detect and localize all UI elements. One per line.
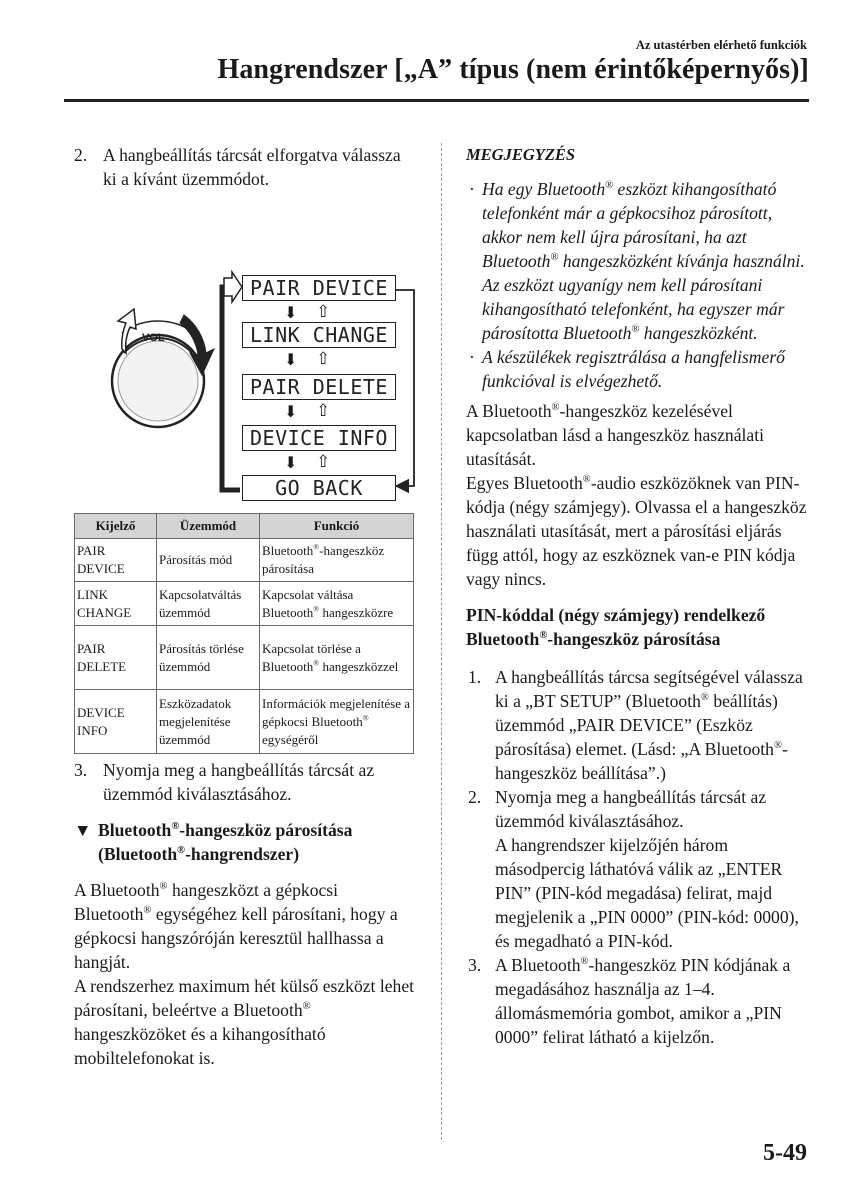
step-text: Nyomja meg a hangbeállítás tárcsát az üzemmód kiválasztásához. [495, 787, 767, 831]
note-text: hangeszközként. [639, 323, 758, 343]
cell-display: PAIR DEVICE [75, 539, 157, 582]
note-item [466, 177, 810, 345]
table-row [75, 582, 414, 626]
heading-text: -hangrendszer) [185, 844, 300, 864]
registered-mark: ® [302, 1001, 311, 1013]
subheading-text: -hangeszköz párosítása [547, 629, 721, 649]
step-1 [466, 665, 810, 785]
step-number: 2. [74, 145, 88, 165]
header-function: Funkció [260, 514, 414, 539]
scroll-arrows [284, 401, 354, 422]
registered-mark: ® [551, 402, 560, 414]
cell-display: PAIR DELETE [75, 626, 157, 690]
step-number: 1. [468, 667, 482, 687]
lcd-pair-device: PAIR DEVICE [242, 275, 396, 301]
scroll-arrows [284, 349, 354, 370]
page-title: Hangrendszer [„A” típus (nem érintőképernyős)] [217, 54, 809, 85]
down-arrow-icon: ⬇ [284, 305, 298, 322]
registered-mark: ® [605, 180, 614, 192]
paragraph [74, 878, 416, 974]
table-row [75, 539, 414, 582]
function-table [74, 513, 414, 754]
step-text: Nyomja meg a hangbeállítás tárcsát az üzemmód kiválasztásához. [103, 760, 375, 804]
lcd-link-change: LINK CHANGE [242, 322, 396, 348]
step-3 [466, 953, 810, 1049]
subheading [466, 603, 810, 651]
paragraph-text: hangeszközt a gépkocsi Bluetooth [74, 880, 339, 924]
paragraph-text: A rendszerhez maximum hét külső eszközt lehet párosítani, beleértve a Bluetooth [74, 976, 415, 1020]
registered-mark: ® [700, 692, 709, 704]
cell-function [260, 582, 414, 626]
subheading-text: PIN-kóddal (négy számjegy) rendelkező Bluetooth [466, 605, 766, 649]
up-arrow-icon: ⇧ [316, 349, 331, 368]
header-mode: Üzemmód [157, 514, 260, 539]
table-row [75, 690, 414, 754]
paragraph-text: hangeszközöket és a kihangosítható mobiltelefonokat is. [74, 1024, 326, 1068]
left-column [74, 143, 416, 1070]
registered-mark: ® [177, 845, 186, 857]
paragraph [466, 399, 810, 471]
note-text: A készülékek regisztrálása a hangfelismerő funkcióval is elvégezhető. [482, 347, 785, 391]
note-text: Ha egy Bluetooth [482, 179, 606, 199]
function-text: Kapcsolat váltása Bluetooth [262, 586, 354, 620]
header-display: Kijelző [75, 514, 157, 539]
vol-label: VOL [142, 332, 165, 344]
step-text: -hangeszköz PIN kódjának a megadásához használja az 1–4. állomásmemória gombot, amikor a „PIN 0000” felirat látható a kijelzőn. [495, 955, 791, 1047]
registered-mark: ® [773, 740, 782, 752]
lcd-go-back: GO BACK [242, 475, 396, 501]
mode-selection-figure [74, 203, 416, 503]
step-2 [74, 143, 416, 191]
cell-mode: Eszközadatok megjelenítése üzemmód [157, 690, 260, 754]
registered-mark: ® [631, 324, 640, 336]
page-number: 5-49 [763, 1140, 807, 1166]
cell-function [260, 539, 414, 582]
cell-function [260, 690, 414, 754]
step-2 [466, 785, 810, 953]
down-arrow-icon: ⬇ [284, 404, 298, 421]
step-text: A Bluetooth [495, 955, 581, 975]
loop-top-arrow-icon [224, 272, 242, 302]
registered-mark: ® [550, 252, 559, 264]
cell-mode: Kapcsolatváltás üzemmód [157, 582, 260, 626]
cell-mode: Párosítás törlése üzemmód [157, 626, 260, 690]
step-text: -hangeszköz beállítása”.) [495, 739, 788, 783]
registered-mark: ® [159, 881, 168, 893]
cell-display: LINK CHANGE [75, 582, 157, 626]
paragraph [466, 471, 810, 591]
step-text: beállítás) üzemmód „PAIR DEVICE” (Eszköz párosítása) elemet. (Lásd: „A Bluetooth [495, 691, 778, 759]
registered-mark: ® [362, 713, 369, 723]
column-divider [441, 143, 442, 1140]
cell-mode: Párosítás mód [157, 539, 260, 582]
header-section: Az utastérben elérhető funkciók [635, 38, 807, 52]
step-text: A hangbeállítás tárcsa segítségével válassza ki a „BT SETUP” (Bluetooth [495, 667, 803, 711]
loop-left-line [222, 287, 240, 490]
registered-mark: ® [143, 905, 152, 917]
triangle-bullet-icon: ▼ [74, 820, 92, 840]
paragraph-text: -audio eszközöknek van PIN-kódja (négy számjegy). Olvassa el a hangeszköz használati utasítását, mert a párosítási eljárás függ attól, hogy az eszköznek van-e PIN kódja vagy nincs. [466, 473, 807, 589]
registered-mark: ® [313, 604, 320, 614]
paragraph-text: Egyes Bluetooth [466, 473, 583, 493]
note-item [466, 345, 810, 393]
registered-mark: ® [582, 474, 591, 486]
paragraph [74, 974, 416, 1070]
paragraph-text: A Bluetooth [74, 880, 160, 900]
lcd-pair-delete: PAIR DELETE [242, 374, 396, 400]
function-text: egységéről [262, 731, 319, 747]
note-text: hangeszközként kívánja használni. Az eszközt ugyanígy nem kell párosítani kihangosítható telefonként, ha egyszer már párosította Bluetooth [482, 251, 805, 343]
registered-mark: ® [313, 542, 320, 552]
function-text: Kapcsolat törlése a Bluetooth [262, 640, 361, 674]
step-text: A hangrendszer kijelzőjén három másodpercig láthatóvá válik az „ENTER PIN” (PIN-kód megadása) felirat, majd megjelenik a „PIN 0000” (PIN-kód: 0000), és megadható a PIN-kód. [495, 835, 799, 951]
bullet: · [469, 347, 475, 367]
note-title: MEGJEGYZÉS [466, 145, 576, 164]
step-number: 3. [74, 760, 88, 780]
registered-mark: ® [313, 658, 320, 668]
note-text: eszközt kihangosítható telefonként már a gépkocsihoz párosított, akkor nem kell újra párosítani, ha azt Bluetooth [482, 179, 777, 271]
function-text: Információk megjelenítése a gépkocsi Bluetooth [262, 695, 410, 729]
bullet: · [469, 179, 475, 199]
cell-display: DEVICE INFO [75, 690, 157, 754]
paragraph-text: A Bluetooth [466, 401, 552, 421]
down-arrow-icon: ⬇ [284, 455, 298, 472]
up-arrow-icon: ⇧ [316, 302, 331, 321]
section-heading [74, 818, 416, 866]
heading-text: -hangeszköz párosítása (Bluetooth [98, 820, 353, 864]
paragraph-text: egységéhez kell párosítani, hogy a gépkocsi hangszóróján keresztül hallhassa a hangját. [74, 904, 398, 972]
right-column [466, 143, 810, 1049]
step-number: 3. [468, 955, 482, 975]
up-arrow-icon: ⇧ [316, 401, 331, 420]
vol-knob-figure [74, 203, 416, 503]
cell-function [260, 626, 414, 690]
heading-text: Bluetooth [98, 820, 172, 840]
step-number: 2. [468, 787, 482, 807]
header-rule [64, 99, 809, 102]
registered-mark: ® [580, 956, 589, 968]
up-arrow-icon: ⇧ [316, 452, 331, 471]
function-text: hangeszközzel [319, 658, 399, 674]
down-arrow-icon: ⬇ [284, 352, 298, 369]
paragraph-text: -hangeszköz kezelésével kapcsolatban lásd a hangeszköz használati utasítását. [466, 401, 764, 469]
step-3 [74, 758, 416, 806]
function-text: Bluetooth [262, 543, 314, 558]
scroll-arrows [284, 452, 354, 473]
registered-mark: ® [171, 821, 180, 833]
table-row [75, 626, 414, 690]
function-text: -hangeszköz párosítása [262, 543, 385, 576]
function-text: hangeszközre [319, 604, 394, 620]
registered-mark: ® [539, 630, 548, 642]
table-header-row [75, 514, 414, 539]
loop-right-line [396, 290, 414, 486]
lcd-device-info: DEVICE INFO [242, 425, 396, 451]
step-text: A hangbeállítás tárcsát elforgatva válassza ki a kívánt üzemmódot. [103, 145, 401, 189]
scroll-arrows [284, 302, 354, 323]
